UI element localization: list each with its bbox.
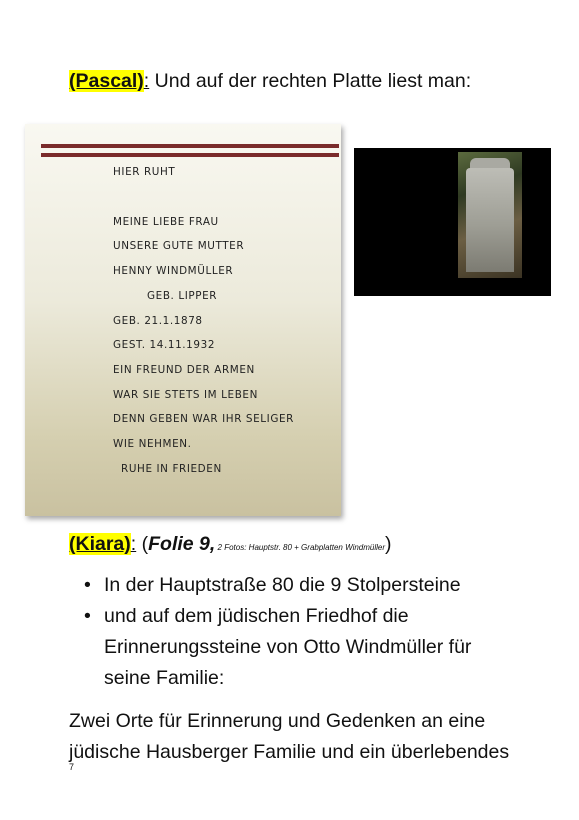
epitaph-line: GEB. LIPPER: [147, 290, 218, 302]
list-item-text: In der Hauptstraße 80 die 9 Stolpersteine: [104, 574, 461, 596]
epitaph-line: DENN GEBEN WAR IHR SELIGER: [113, 413, 294, 425]
bullet-icon: •: [84, 605, 91, 627]
list-item-text: seine Familie:: [104, 667, 225, 689]
epitaph-slide: [25, 124, 341, 516]
epitaph-line: GEST. 14.11.1932: [113, 339, 216, 351]
bullet-icon: •: [84, 574, 91, 596]
epitaph-line: EIN FREUND DER ARMEN: [113, 364, 255, 376]
gravestone-image: [458, 152, 522, 278]
paragraph: [69, 706, 509, 768]
speaker-line-pascal: [69, 70, 471, 93]
speaker-colon: :: [130, 533, 137, 555]
photos-note: 2 Fotos: Hauptstr. 80 + Grabplatten Windmüller: [215, 543, 386, 552]
close-paren: ): [385, 533, 392, 555]
epitaph-line: HIER RUHT: [113, 166, 176, 178]
epitaph-line: WIE NEHMEN.: [113, 438, 192, 450]
paragraph-line: Zwei Orte für Erinnerung und Gedenken an eine: [69, 710, 486, 732]
speaker-label-pascal: (Pascal): [69, 70, 144, 92]
page-number: 7: [69, 762, 75, 772]
stone-shape: [466, 168, 514, 272]
slide-stripe-bottom: [41, 153, 339, 157]
slide-reference: Folie 9,: [148, 533, 216, 555]
epitaph-line: RUHE IN FRIEDEN: [121, 463, 222, 475]
epitaph-line: UNSERE GUTE MUTTER: [113, 240, 245, 252]
speaker-line-kiara: [69, 533, 392, 556]
epitaph-line: GEB. 21.1.1878: [113, 315, 203, 327]
gravestone-photo: [354, 148, 551, 296]
speaker-colon: :: [143, 70, 150, 92]
paragraph-line: jüdische Hausberger Familie und ein überlebendes: [69, 741, 510, 763]
epitaph-line: MEINE LIEBE FRAU: [113, 216, 219, 228]
list-item-text: und auf dem jüdischen Friedhof die: [104, 605, 409, 627]
epitaph-line: WAR SIE STETS IM LEBEN: [113, 389, 258, 401]
speaker-label-kiara: (Kiara): [69, 533, 131, 555]
slide-stripe-top: [41, 144, 339, 148]
epitaph-line: HENNY WINDMÜLLER: [113, 265, 234, 277]
speaker-text: Und auf der rechten Platte liest man:: [149, 70, 472, 92]
open-paren: (: [136, 533, 149, 555]
list-item-text: Erinnerungssteine von Otto Windmüller für: [104, 636, 472, 658]
